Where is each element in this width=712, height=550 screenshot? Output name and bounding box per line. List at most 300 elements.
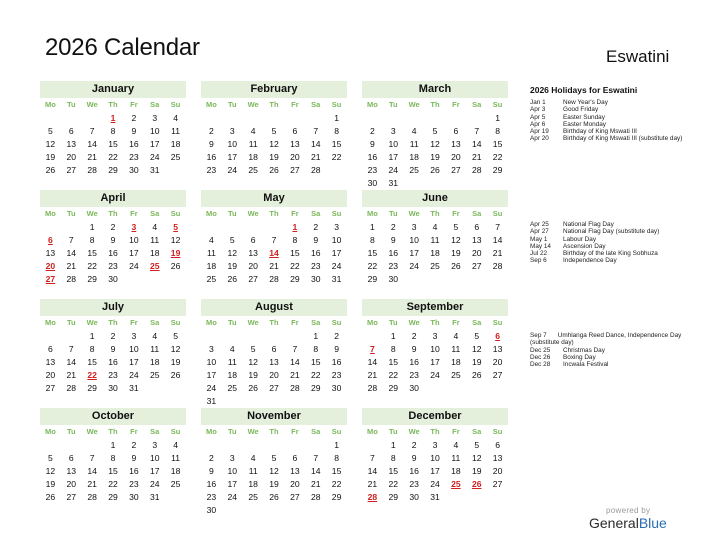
day-cell: 18 xyxy=(451,466,461,476)
month-grid xyxy=(362,316,508,395)
month-october xyxy=(40,408,186,504)
day-cell: 19 xyxy=(430,152,440,162)
day-cell: 1 xyxy=(390,331,396,341)
day-cell: 15 xyxy=(290,248,300,258)
day-cell: 12 xyxy=(269,139,279,149)
holiday-item xyxy=(530,354,710,361)
day-cell: 23 xyxy=(331,370,342,380)
day-cell: 17 xyxy=(149,466,160,476)
day-cell: 19 xyxy=(471,466,482,476)
empty-cell xyxy=(40,112,61,125)
day-cell: 24 xyxy=(206,383,217,393)
day-cell: 12 xyxy=(471,453,482,463)
day-cell: 28 xyxy=(310,492,321,502)
day-cell: 6 xyxy=(474,222,480,232)
holiday-name: Incwala Festival xyxy=(563,361,609,369)
empty-cell xyxy=(264,112,285,125)
day-cell: 16 xyxy=(108,357,118,367)
empty-cell xyxy=(201,439,222,452)
holiday-date: May 14 xyxy=(530,242,551,250)
generalblue-logo xyxy=(589,515,667,531)
weekday-label: Sa xyxy=(472,100,482,109)
holiday-item xyxy=(530,114,710,121)
month-header: June xyxy=(362,190,508,207)
day-cell: 22 xyxy=(290,261,300,271)
day-cell: 15 xyxy=(87,357,97,367)
weekday-label: Sa xyxy=(472,427,482,436)
day-cell: 2 xyxy=(370,126,375,136)
day-cell: 26 xyxy=(430,165,440,175)
month-april xyxy=(40,190,186,286)
weekday-label: Mo xyxy=(206,100,217,109)
holiday-date: Apr 20 xyxy=(530,135,549,143)
day-cell: 27 xyxy=(45,383,56,393)
day-cell: 23 xyxy=(409,370,419,380)
day-cell: 7 xyxy=(89,126,95,136)
page-title: 2026 Calendar xyxy=(45,34,200,61)
day-cell: 22 xyxy=(108,479,118,489)
day-cell: 25 xyxy=(170,479,181,489)
day-cell: 15 xyxy=(108,139,118,149)
day-cell: 6 xyxy=(292,126,298,136)
day-cell: 15 xyxy=(367,248,378,258)
month-grid xyxy=(40,316,186,395)
day-cell: 7 xyxy=(292,344,298,354)
empty-cell xyxy=(264,221,285,234)
month-june xyxy=(362,190,508,286)
weekday-label: Fr xyxy=(452,318,460,327)
day-cell: 30 xyxy=(310,274,321,284)
day-cell: 22 xyxy=(388,370,399,380)
month-grid xyxy=(40,207,186,286)
day-cell: 4 xyxy=(411,126,417,136)
empty-cell xyxy=(82,439,103,452)
empty-cell xyxy=(383,112,404,125)
day-cell: 9 xyxy=(370,139,375,149)
weekday-label: We xyxy=(86,209,98,218)
day-cell: 15 xyxy=(87,248,97,258)
day-cell: 27 xyxy=(492,479,503,489)
month-september xyxy=(362,299,508,395)
weekday-label: Sa xyxy=(311,209,321,218)
day-cell: 3 xyxy=(432,331,438,341)
day-cell: 17 xyxy=(409,248,419,258)
day-cell: 2 xyxy=(334,331,339,341)
day-cell: 12 xyxy=(451,235,461,245)
day-cell: 6 xyxy=(250,235,256,245)
holiday-item xyxy=(530,121,710,128)
day-cell: 22 xyxy=(388,479,399,489)
day-cell: 27 xyxy=(290,492,300,502)
day-cell: 20 xyxy=(269,370,279,380)
empty-cell xyxy=(284,439,305,452)
weekday-label: Mo xyxy=(367,427,378,436)
day-cell: 17 xyxy=(388,152,399,162)
day-cell: 27 xyxy=(269,383,279,393)
day-cell: 14 xyxy=(492,235,503,245)
day-cell: 3 xyxy=(229,453,235,463)
month-july xyxy=(40,299,186,395)
day-cell: 7 xyxy=(370,453,375,463)
day-cell: 17 xyxy=(430,466,440,476)
holidays-title: 2026 Holidays for Eswatini xyxy=(530,85,638,95)
day-cell: 11 xyxy=(248,139,258,149)
day-cell: 11 xyxy=(171,453,181,463)
holiday-list-q3 xyxy=(530,332,710,368)
day-cell: 10 xyxy=(388,139,399,149)
day-cell: 27 xyxy=(248,274,258,284)
day-cell: 25 xyxy=(206,274,217,284)
day-cell: 28 xyxy=(66,383,77,393)
day-cell: 10 xyxy=(129,235,139,245)
day-cell: 7 xyxy=(495,222,500,232)
weekday-label: Th xyxy=(430,100,440,109)
day-cell: 8 xyxy=(334,453,339,463)
day-cell: 19 xyxy=(45,152,56,162)
holiday-day: 6 xyxy=(48,235,53,245)
empty-cell xyxy=(284,112,305,125)
weekday-label: Th xyxy=(108,209,118,218)
holiday-item xyxy=(530,332,710,347)
weekday-label: We xyxy=(86,100,98,109)
weekday-label: Th xyxy=(430,318,440,327)
day-cell: 24 xyxy=(409,261,419,271)
weekday-label: Fr xyxy=(130,100,138,109)
holiday-day: 1 xyxy=(110,113,116,123)
weekday-label: Tu xyxy=(66,427,76,436)
day-cell: 6 xyxy=(292,453,298,463)
empty-cell xyxy=(445,112,466,125)
day-cell: 14 xyxy=(471,139,482,149)
weekday-label: Sa xyxy=(150,318,160,327)
day-cell: 5 xyxy=(474,440,480,450)
day-cell: 23 xyxy=(206,165,217,175)
day-cell: 30 xyxy=(108,383,118,393)
day-cell: 8 xyxy=(89,235,95,245)
day-cell: 29 xyxy=(388,492,399,502)
day-cell: 31 xyxy=(331,274,342,284)
day-cell: 7 xyxy=(313,126,319,136)
empty-cell xyxy=(243,439,264,452)
weekday-label: Mo xyxy=(206,318,217,327)
day-cell: 4 xyxy=(173,440,178,450)
holiday-list-q1 xyxy=(530,99,710,143)
empty-cell xyxy=(305,439,326,452)
weekday-label: Tu xyxy=(227,100,237,109)
day-cell: 22 xyxy=(492,152,503,162)
day-cell: 11 xyxy=(171,126,181,136)
day-cell: 25 xyxy=(430,261,440,271)
day-cell: 17 xyxy=(129,357,139,367)
day-cell: 1 xyxy=(89,331,95,341)
holiday-item xyxy=(530,135,710,142)
day-cell: 20 xyxy=(45,370,56,380)
day-cell: 3 xyxy=(334,222,339,232)
weekday-label: Fr xyxy=(130,318,138,327)
weekday-label: Su xyxy=(492,427,503,436)
holiday-date: Apr 27 xyxy=(530,228,549,236)
day-cell: 17 xyxy=(227,152,238,162)
day-cell: 4 xyxy=(453,331,459,341)
day-cell: 4 xyxy=(209,235,214,245)
day-cell: 27 xyxy=(66,165,77,175)
weekday-label: We xyxy=(408,427,420,436)
weekday-label: Fr xyxy=(291,318,299,327)
weekday-label: Tu xyxy=(227,318,237,327)
holiday-item xyxy=(530,221,710,228)
day-cell: 18 xyxy=(149,357,160,367)
day-cell: 15 xyxy=(331,466,342,476)
day-cell: 9 xyxy=(110,344,116,354)
month-header: April xyxy=(40,190,186,207)
empty-cell xyxy=(61,330,82,343)
holiday-name: Umhlanga Reed Dance, Independence Day (substitute day) xyxy=(530,332,682,347)
holiday-name: Boxing Day xyxy=(563,353,596,361)
day-cell: 17 xyxy=(430,357,440,367)
day-cell: 20 xyxy=(66,479,77,489)
month-header: March xyxy=(362,81,508,98)
day-cell: 9 xyxy=(209,466,214,476)
holiday-day: 20 xyxy=(45,261,56,271)
day-cell: 13 xyxy=(269,357,279,367)
holiday-item xyxy=(530,243,710,250)
day-cell: 13 xyxy=(451,139,461,149)
holiday-item xyxy=(530,236,710,243)
weekday-label: Th xyxy=(430,209,440,218)
holiday-day: 25 xyxy=(149,261,160,271)
holiday-day: 22 xyxy=(87,370,97,380)
day-cell: 31 xyxy=(149,165,160,175)
day-cell: 2 xyxy=(313,222,319,232)
day-cell: 11 xyxy=(451,453,461,463)
weekday-label: Mo xyxy=(206,209,217,218)
weekday-label: Th xyxy=(430,427,440,436)
empty-cell xyxy=(40,221,61,234)
weekday-label: Th xyxy=(108,100,118,109)
holiday-list-q2 xyxy=(530,221,710,265)
weekday-label: Tu xyxy=(388,427,398,436)
day-cell: 22 xyxy=(87,261,97,271)
day-cell: 7 xyxy=(68,344,74,354)
day-cell: 9 xyxy=(131,126,137,136)
day-cell: 13 xyxy=(471,235,482,245)
day-cell: 3 xyxy=(229,126,235,136)
day-cell: 28 xyxy=(290,383,300,393)
day-cell: 22 xyxy=(310,370,321,380)
day-cell: 22 xyxy=(367,261,378,271)
empty-cell xyxy=(201,112,222,125)
day-cell: 3 xyxy=(432,440,438,450)
day-cell: 18 xyxy=(430,248,440,258)
day-cell: 21 xyxy=(471,152,482,162)
day-cell: 10 xyxy=(149,126,160,136)
weekday-label: Mo xyxy=(206,427,217,436)
day-cell: 16 xyxy=(367,152,378,162)
day-cell: 6 xyxy=(453,126,459,136)
day-cell: 10 xyxy=(149,453,160,463)
day-cell: 25 xyxy=(451,370,461,380)
day-cell: 17 xyxy=(331,248,342,258)
weekday-label: Th xyxy=(269,427,279,436)
day-cell: 10 xyxy=(430,344,440,354)
day-cell: 1 xyxy=(89,222,95,232)
day-cell: 20 xyxy=(66,152,77,162)
weekday-label: Sa xyxy=(472,318,482,327)
weekday-label: We xyxy=(247,209,259,218)
day-cell: 18 xyxy=(451,357,461,367)
weekday-label: Tu xyxy=(227,427,237,436)
day-cell: 26 xyxy=(451,261,461,271)
empty-cell xyxy=(82,112,103,125)
holiday-item xyxy=(530,106,710,113)
day-cell: 9 xyxy=(131,453,137,463)
day-cell: 4 xyxy=(432,222,438,232)
holiday-name: Good Friday xyxy=(563,106,599,114)
day-cell: 27 xyxy=(290,165,300,175)
day-cell: 9 xyxy=(110,235,116,245)
weekday-label: Mo xyxy=(367,100,378,109)
day-cell: 12 xyxy=(45,466,56,476)
weekday-label: Fr xyxy=(291,209,299,218)
day-cell: 16 xyxy=(409,357,419,367)
day-cell: 16 xyxy=(388,248,399,258)
holiday-date: Apr 25 xyxy=(530,221,549,228)
day-cell: 4 xyxy=(152,222,158,232)
holiday-name: National Flag Day (substitute day) xyxy=(563,228,660,236)
day-cell: 19 xyxy=(269,479,279,489)
day-cell: 19 xyxy=(248,370,258,380)
day-cell: 11 xyxy=(206,248,216,258)
day-cell: 5 xyxy=(474,331,480,341)
day-cell: 5 xyxy=(271,126,277,136)
weekday-label: Th xyxy=(269,209,279,218)
day-cell: 12 xyxy=(248,357,258,367)
day-cell: 23 xyxy=(409,479,419,489)
day-cell: 18 xyxy=(170,466,181,476)
holiday-item xyxy=(530,250,710,257)
day-cell: 19 xyxy=(170,357,181,367)
weekday-label: Th xyxy=(108,427,118,436)
month-header: July xyxy=(40,299,186,316)
empty-cell xyxy=(40,439,61,452)
month-header: October xyxy=(40,408,186,425)
weekday-label: Fr xyxy=(130,209,138,218)
holiday-day: 25 xyxy=(451,479,461,489)
month-may xyxy=(201,190,347,286)
day-cell: 4 xyxy=(152,331,158,341)
day-cell: 9 xyxy=(411,453,417,463)
day-cell: 10 xyxy=(331,235,342,245)
powered-by-text: powered by xyxy=(606,506,651,515)
day-cell: 23 xyxy=(367,165,378,175)
day-cell: 27 xyxy=(471,261,482,271)
day-cell: 29 xyxy=(290,274,300,284)
day-cell: 2 xyxy=(411,331,417,341)
weekday-label: Mo xyxy=(367,318,378,327)
day-cell: 19 xyxy=(451,248,461,258)
day-cell: 29 xyxy=(367,274,378,284)
holiday-name: National Flag Day xyxy=(563,221,614,228)
day-cell: 11 xyxy=(150,344,160,354)
day-cell: 31 xyxy=(206,396,217,406)
weekday-label: Mo xyxy=(45,100,56,109)
holiday-item xyxy=(530,361,710,368)
holiday-day: 3 xyxy=(131,222,137,232)
day-cell: 13 xyxy=(66,466,77,476)
day-cell: 12 xyxy=(227,248,238,258)
day-cell: 1 xyxy=(313,331,319,341)
day-cell: 25 xyxy=(149,370,160,380)
empty-cell xyxy=(243,221,264,234)
day-cell: 14 xyxy=(367,357,378,367)
day-cell: 12 xyxy=(269,466,279,476)
empty-cell xyxy=(61,112,82,125)
weekday-label: Su xyxy=(170,318,181,327)
holiday-date: Dec 28 xyxy=(530,361,551,369)
day-cell: 24 xyxy=(388,165,399,175)
day-cell: 11 xyxy=(430,235,440,245)
day-cell: 13 xyxy=(492,344,503,354)
day-cell: 21 xyxy=(310,479,321,489)
day-cell: 6 xyxy=(68,126,74,136)
day-cell: 24 xyxy=(227,165,238,175)
day-cell: 31 xyxy=(388,178,399,188)
weekday-label: We xyxy=(408,318,420,327)
holiday-name: New Year's Day xyxy=(563,99,608,106)
holiday-date: Apr 6 xyxy=(530,120,546,128)
day-cell: 21 xyxy=(269,261,279,271)
day-cell: 15 xyxy=(388,357,399,367)
day-cell: 1 xyxy=(110,440,116,450)
day-cell: 20 xyxy=(451,152,461,162)
holiday-name: Ascension Day xyxy=(563,242,606,250)
day-cell: 30 xyxy=(129,492,139,502)
day-cell: 29 xyxy=(87,274,97,284)
day-cell: 11 xyxy=(409,139,419,149)
month-january xyxy=(40,81,186,177)
holiday-name: Birthday of King Mswati III xyxy=(563,128,637,136)
day-cell: 21 xyxy=(492,248,503,258)
day-cell: 28 xyxy=(87,492,97,502)
day-cell: 2 xyxy=(110,331,116,341)
day-cell: 2 xyxy=(209,453,214,463)
day-cell: 30 xyxy=(108,274,118,284)
day-cell: 26 xyxy=(227,274,238,284)
empty-cell xyxy=(264,330,285,343)
day-cell: 25 xyxy=(248,492,258,502)
day-cell: 1 xyxy=(390,440,396,450)
day-cell: 18 xyxy=(149,248,160,258)
weekday-label: We xyxy=(408,209,420,218)
day-cell: 15 xyxy=(331,139,342,149)
holiday-item xyxy=(530,228,710,235)
holiday-date: Sep 6 xyxy=(530,257,547,265)
weekday-label: Fr xyxy=(452,209,460,218)
weekday-label: Mo xyxy=(45,318,56,327)
day-cell: 26 xyxy=(45,165,56,175)
day-cell: 21 xyxy=(367,479,378,489)
empty-cell xyxy=(362,112,383,125)
day-cell: 8 xyxy=(370,235,375,245)
day-cell: 16 xyxy=(206,152,217,162)
day-cell: 16 xyxy=(409,466,419,476)
empty-cell xyxy=(61,221,82,234)
empty-cell xyxy=(40,330,61,343)
weekday-label: Mo xyxy=(45,209,56,218)
holiday-item xyxy=(530,257,710,264)
day-cell: 16 xyxy=(108,248,118,258)
day-cell: 24 xyxy=(227,492,238,502)
